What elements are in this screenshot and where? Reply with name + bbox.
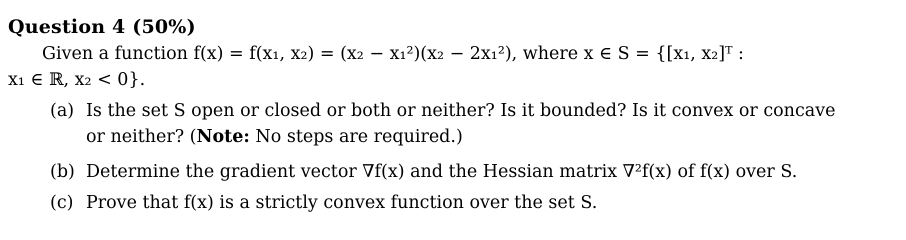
part-a-line-2-suffix: No steps are required.): [249, 127, 463, 147]
question-intro-line-2: x₁ ∈ ℝ, x₂ < 0}.: [8, 70, 146, 90]
question-title: Question 4 (50%): [8, 16, 196, 38]
part-a-text-line-1: Is the set S open or closed or both or neither? Is it bounded? Is it convex or concave: [86, 101, 836, 121]
part-a-note-label: Note:: [196, 127, 250, 147]
part-a-label: (a): [50, 101, 75, 121]
part-c-label: (c): [50, 193, 74, 213]
part-c-text: Prove that f(x) is a strictly convex function over the set S.: [86, 193, 598, 213]
part-a: [50, 101, 835, 121]
question-intro-line-1: Given a function f(x) = f(x₁, x₂) = (x₂ − x₁²)(x₂ − 2x₁²), where x ∈ S = {[x₁, x₂]ᵀ :: [42, 44, 744, 64]
part-c: [50, 193, 597, 213]
part-a-line-2-prefix: or neither? (: [86, 127, 197, 147]
part-b-text: Determine the gradient vector ∇f(x) and the Hessian matrix ∇²f(x) of f(x) over S.: [86, 162, 798, 182]
part-b-label: (b): [50, 162, 75, 182]
part-b: [50, 162, 797, 182]
part-a-line-2: [86, 127, 463, 147]
